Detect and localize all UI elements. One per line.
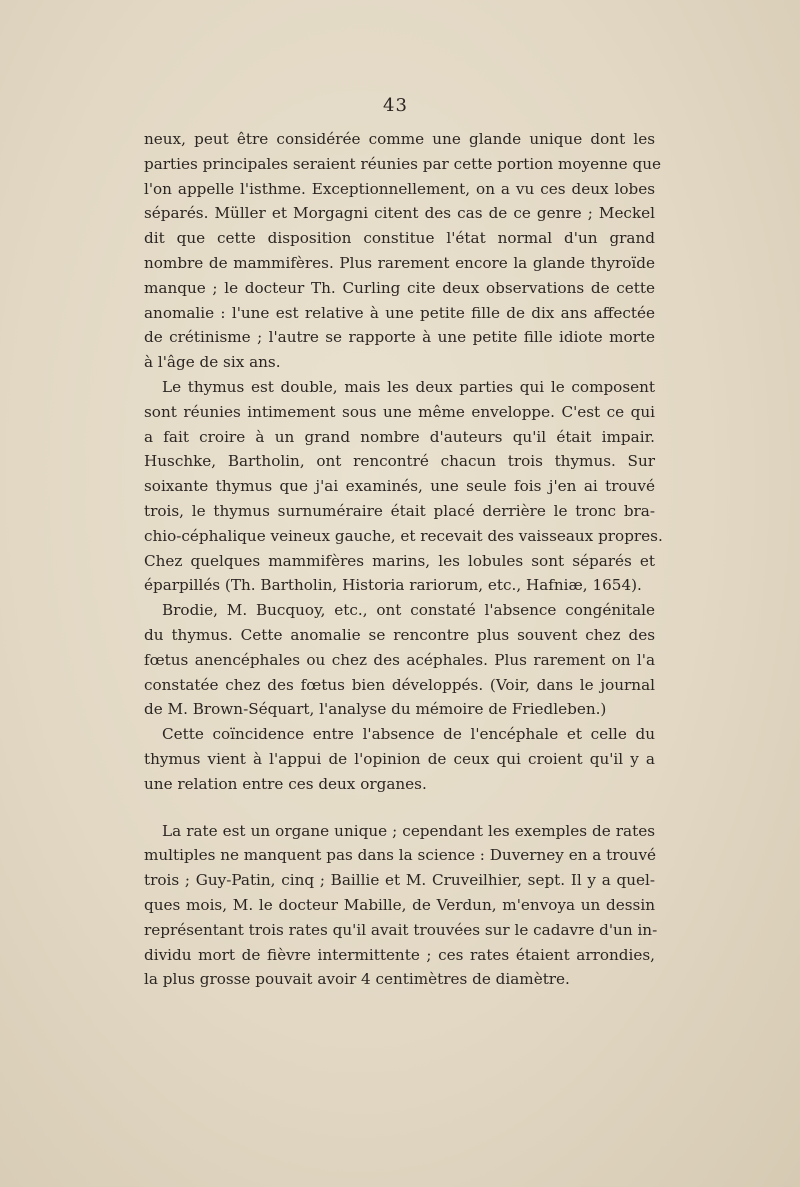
text-line: de crétinisme ; l'autre se rapporte à une petite fille idiote morte bbox=[144, 328, 655, 347]
text-line: dit que cette disposition constitue l'état normal d'un grand bbox=[144, 229, 655, 248]
text-line: éparpillés (Th. Bartholin, Historia rariorum, etc., Hafniæ, 1654). bbox=[144, 576, 642, 595]
text-line: anomalie : l'une est relative à une petite fille de dix ans affectée bbox=[144, 303, 655, 322]
paragraph-coincidence bbox=[144, 722, 655, 796]
text-line: du thymus. Cette anomalie se rencontre plus souvent chez des bbox=[144, 625, 655, 644]
text-line: séparés. Müller et Morgagni citent des cas de ce genre ; Meckel bbox=[144, 204, 655, 223]
text-line: manque ; le docteur Th. Curling cite deux observations de cette bbox=[144, 278, 655, 297]
text-line: Huschke, Bartholin, ont rencontré chacun trois thymus. Sur bbox=[144, 452, 655, 471]
text-line: ques mois, M. le docteur Mabille, de Verdun, m'envoya un dessin bbox=[144, 895, 655, 914]
text-line: Brodie, M. Bucquoy, etc., ont constaté l'absence congénitale bbox=[162, 601, 655, 620]
text-line: trois ; Guy-Patin, cinq ; Baillie et M. Cruveilhier, sept. Il y a quel- bbox=[144, 871, 655, 890]
text-line: Chez quelques mammifères marins, les lobules sont séparés et bbox=[144, 551, 655, 570]
text-line: Cette coïncidence entre l'absence de l'encéphale et celle du bbox=[162, 725, 655, 744]
paragraph-thyroid bbox=[144, 127, 661, 375]
text-line: nombre de mammifères. Plus rarement encore la glande thyroïde bbox=[144, 253, 655, 272]
text-line: neux, peut être considérée comme une glande unique dont les bbox=[144, 130, 655, 148]
text-line: multiples ne manquent pas dans la science : Duverney en a trouvé bbox=[144, 846, 657, 865]
text-line: chio-céphalique veineux gauche, et recevait des vaisseaux propres. bbox=[144, 526, 663, 545]
text-line: trois, le thymus surnuméraire était placé derrière le tronc bra- bbox=[144, 501, 655, 520]
text-line: dividu mort de fièvre intermittente ; ces rates étaient arrondies, bbox=[144, 945, 655, 964]
body-text bbox=[144, 127, 663, 992]
text-line: a fait croire à un grand nombre d'auteurs qu'il était impair. bbox=[144, 427, 655, 446]
text-line: fœtus anencéphales ou chez des acéphales. Plus rarement on l'a bbox=[144, 650, 655, 669]
text-line: la plus grosse pouvait avoir 4 centimètres de diamètre. bbox=[144, 970, 570, 989]
paragraph-thymus bbox=[144, 375, 663, 598]
text-line: La rate est un organe unique ; cependant les exemples de rates bbox=[162, 821, 655, 840]
text-line: parties principales seraient réunies par cette portion moyenne que bbox=[144, 154, 661, 173]
section-gap bbox=[144, 797, 655, 819]
text-line: constatée chez des fœtus bien développés. (Voir, dans le journal bbox=[144, 675, 655, 694]
text-line: à l'âge de six ans. bbox=[144, 353, 281, 372]
text-line: représentant trois rates qu'il avait trouvées sur le cadavre d'un in- bbox=[144, 920, 658, 939]
text-line: thymus vient à l'appui de l'opinion de ceux qui croient qu'il y a bbox=[144, 749, 655, 768]
paragraph-absence bbox=[144, 598, 655, 722]
text-line: de M. Brown-Séquart, l'analyse du mémoire de Friedleben.) bbox=[144, 700, 607, 719]
text-line: soixante thymus que j'ai examinés, une seule fois j'en ai trouvé bbox=[144, 477, 655, 496]
text-line: sont réunies intimement sous une même enveloppe. C'est ce qui bbox=[144, 402, 655, 421]
text-line: une relation entre ces deux organes. bbox=[144, 774, 427, 793]
page-number: 43 bbox=[383, 95, 408, 116]
text-line: l'on appelle l'isthme. Exceptionnellement, on a vu ces deux lobes bbox=[144, 179, 655, 198]
paragraph-spleen bbox=[144, 819, 658, 993]
text-line: Le thymus est double, mais les deux parties qui le composent bbox=[162, 377, 655, 396]
